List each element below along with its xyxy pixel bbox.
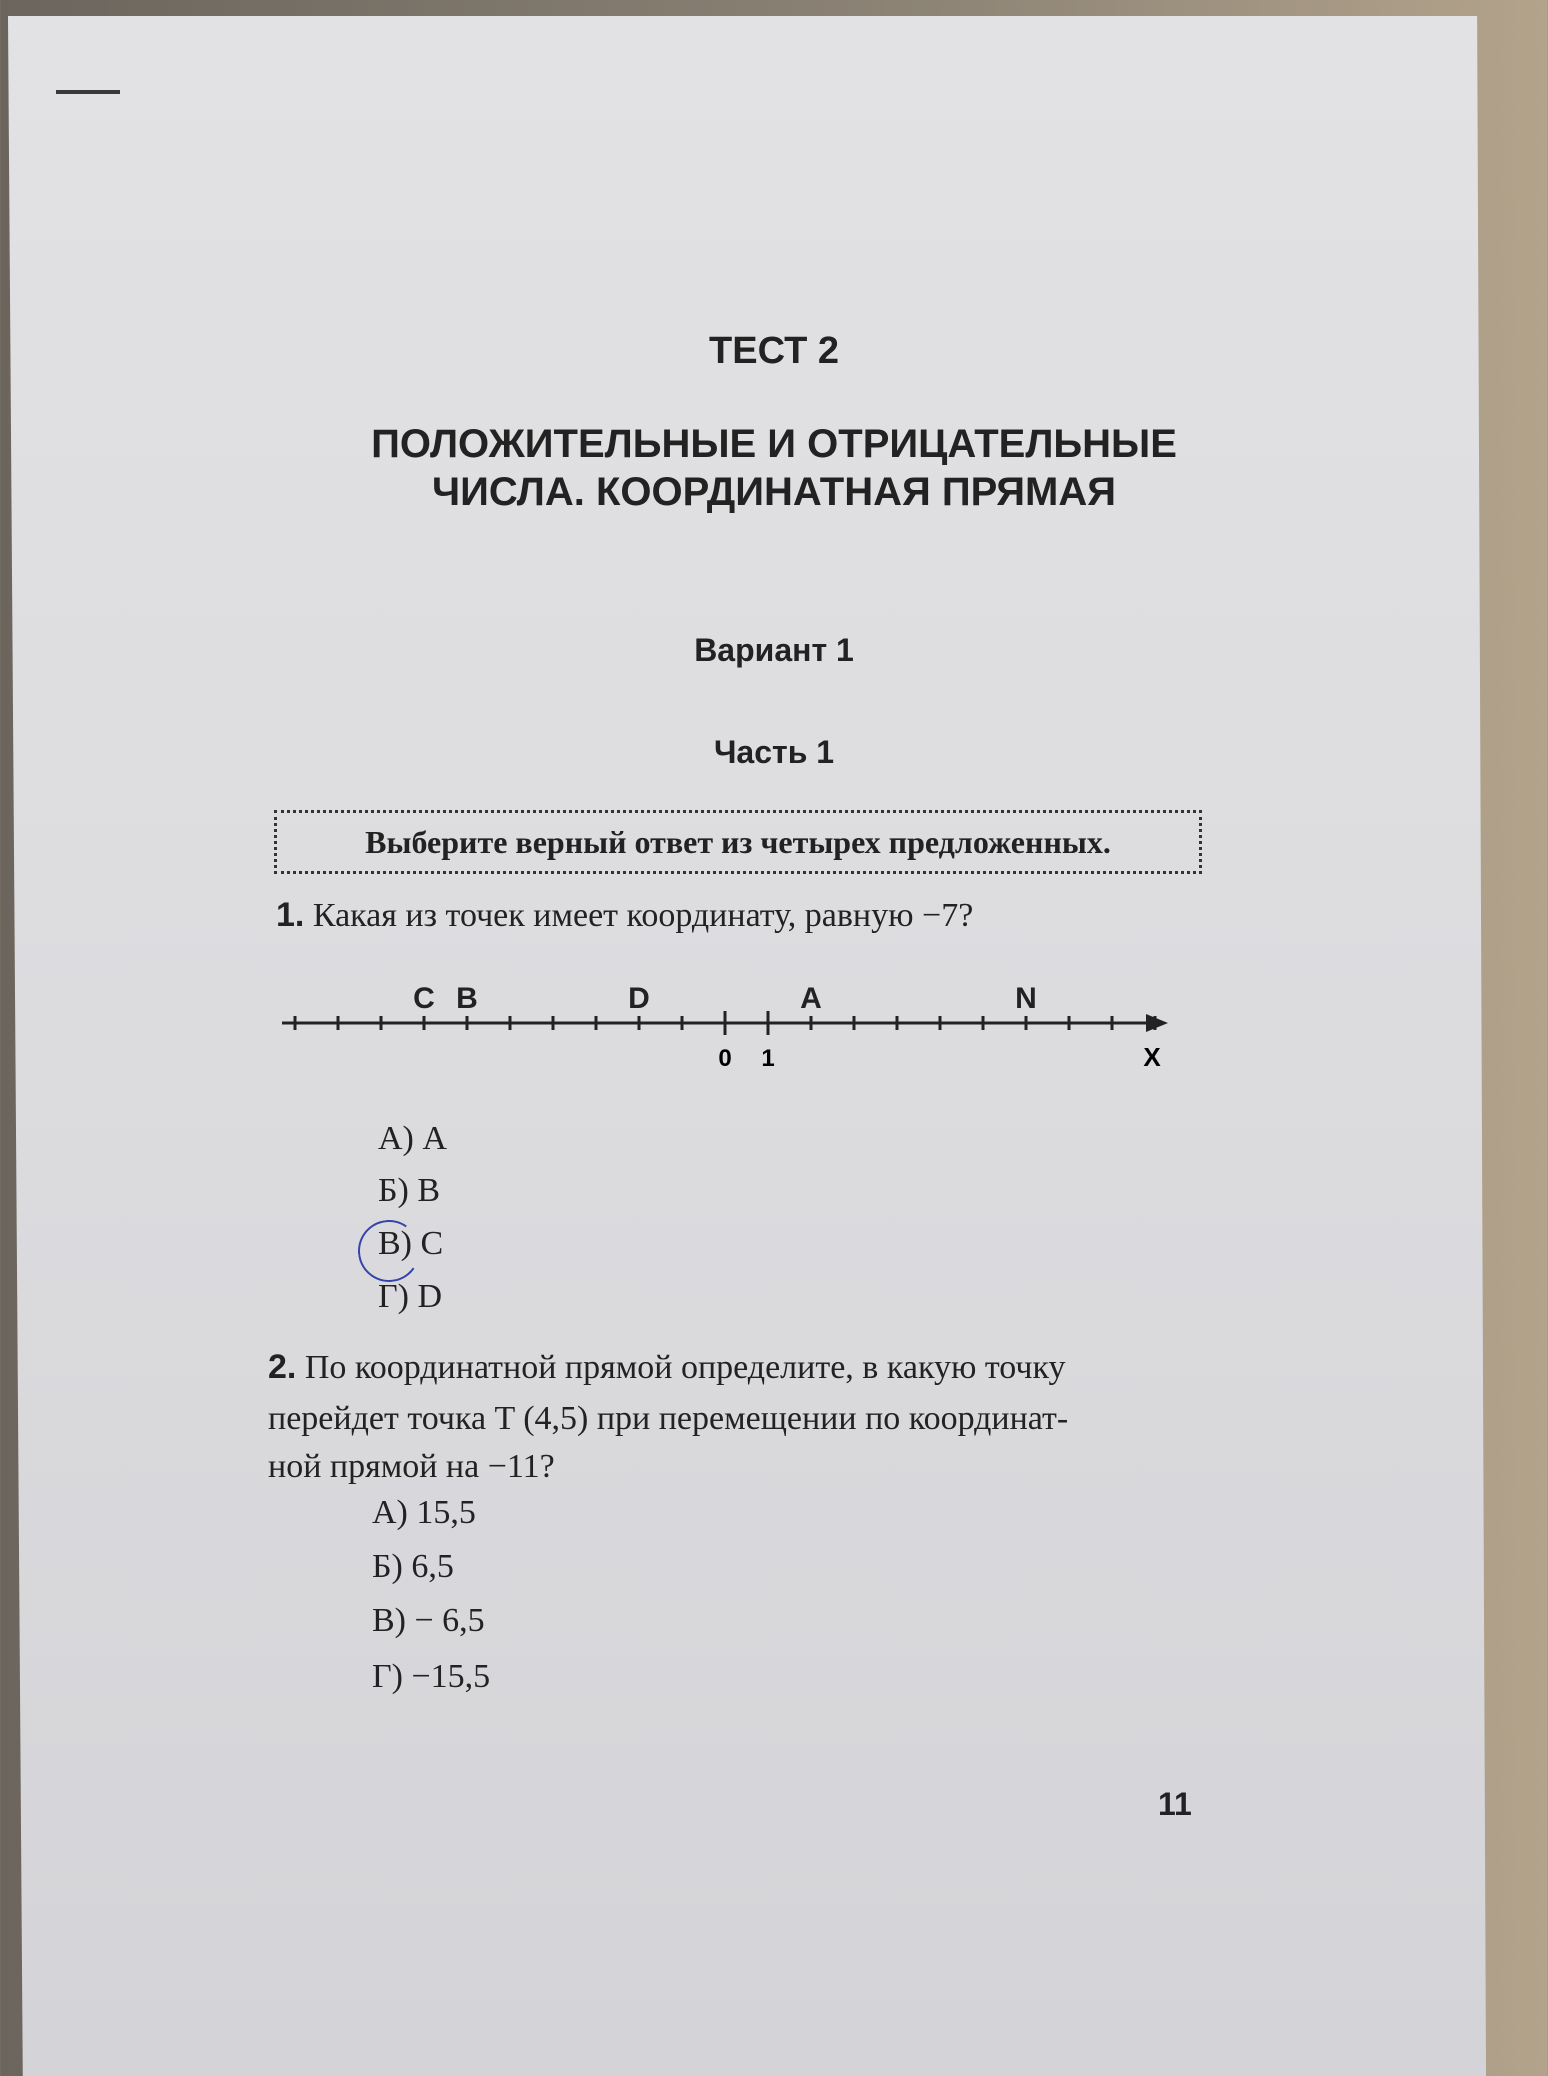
label-one: 1 <box>761 1045 775 1072</box>
question-2-line3: ной прямой на −11? <box>268 1448 555 1485</box>
variant-heading: Вариант 1 <box>694 632 854 668</box>
q2-option-d[interactable]: Г) −15,5 <box>372 1658 491 1695</box>
point-label-n: N <box>1015 982 1037 1015</box>
point-label-a: A <box>800 982 822 1015</box>
q1-option-b[interactable]: Б) B <box>378 1172 441 1209</box>
part-heading: Часть 1 <box>713 734 835 770</box>
instruction-box: Выберите верный ответ из четырех предложенных. <box>274 810 1202 874</box>
page-number: 11 <box>1158 1786 1192 1822</box>
number-line-arrow <box>1146 1014 1168 1032</box>
q2-option-a[interactable]: А) 15,5 <box>372 1494 476 1531</box>
point-label-b: B <box>456 982 478 1015</box>
test-title: ТЕСТ 2 <box>709 330 839 372</box>
q1-option-a[interactable]: А) A <box>378 1120 447 1157</box>
point-label-c: C <box>413 982 435 1015</box>
q1-option-c[interactable]: В) C <box>378 1225 444 1262</box>
q2-option-b[interactable]: Б) 6,5 <box>372 1548 454 1585</box>
question-2-number: 2. <box>268 1348 297 1386</box>
question-2-line1 <box>268 1348 1066 1387</box>
q1-option-d[interactable]: Г) D <box>378 1278 443 1315</box>
question-2-line2: перейдет точка T (4,5) при перемещении по координат- <box>268 1400 1069 1437</box>
topic-title-line2: ЧИСЛА. КООРДИНАТНАЯ ПРЯМАЯ <box>432 470 1116 514</box>
question-2-text-1: По координатной прямой определите, в какую точку <box>304 1349 1066 1386</box>
topic-title-line1: ПОЛОЖИТЕЛЬНЫЕ И ОТРИЦАТЕЛЬНЫЕ <box>371 422 1177 466</box>
label-zero: 0 <box>718 1045 732 1072</box>
q2-option-c[interactable]: В) − 6,5 <box>372 1602 485 1639</box>
label-axis-x: X <box>1143 1042 1161 1072</box>
point-label-d: D <box>628 982 650 1015</box>
question-1-text: Какая из точек имеет координату, равную −7? <box>312 897 974 934</box>
question-1-number: 1. <box>276 896 305 934</box>
